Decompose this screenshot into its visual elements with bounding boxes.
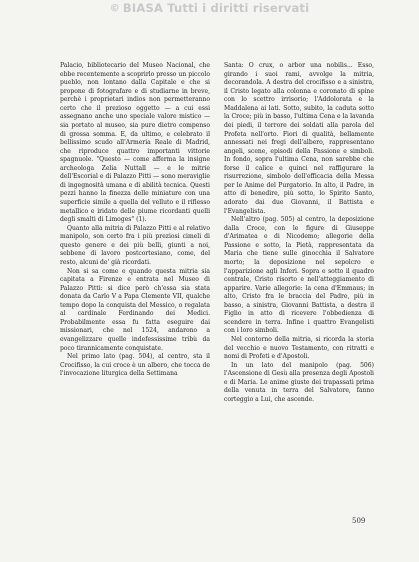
paragraph: Quanto alla mitria di Palazzo Pitti e al relativo manipolo, son certo fra i più preziosi cimeli di questo genere e dei più belli, giunti a noi, sebbene di lavoro postcortesiano, come, del resto, alcuni de' già ricordati. xyxy=(60,224,210,266)
copyright-icon: © xyxy=(109,2,120,14)
paragraph: Palacio, bibliotecario del Museo Nacional, che ebbe recentemente a scoprirlo presso un piccolo pueblo, non lontano dalla Capitale e che si propone di fotografare e di studiarne in breve, perchè i proprietari indios non permetteranno certo che il prezioso oggetto — a cui essi assegnano anche uno speciale valore mistico — sia portato al museo, sia pure dietro compenso di grossa somma. E, da ultimo, e celebrato il bellissimo scudo all'Armeria Reale di Madrid, che riproduce quattro importanti vittorie spagnuole. "Questo — come afferma la insigne archeologa Zelia Nuttall — e le mitrie dell'Escorial e di Palazzo Pitti — sono meraviglie di ingegnosità umana e di abilità tecnica. Questi pezzi hanno la finezza delle miniature con una superficie simile a quella del velluto e il riflesso metallico e iridato delle piume ricordanti quelli degli smalti di Limoges" (1). xyxy=(60,62,210,224)
page-number: 509 xyxy=(352,517,366,525)
left-text-column xyxy=(60,62,210,502)
paragraph: Non si sa come e quando questa mitria sia capitata a Firenze e entrata nel Museo di Palazzo Pitti: si dice però ch'essa sia stata donata da Carlo V a Papa Clemente VII, qualche tempo dopo la conquista del Messico, o regalata al cardinale Ferdinando dei Medici. Probabilmente essa fu fatta eseguire dai missionari, che nel 1524, andarono a evangelizzare quelle indefessissime tribù da poco tirannicamente conquistate. xyxy=(60,267,210,352)
right-text-column xyxy=(224,62,374,502)
paragraph: In un lato del manipolo (pag. 506) l'Ascensione di Gesù alla presenza degli Apostoli e di Maria. Le anime giuste dei trapassati prima della venuta in terra del Salvatore, fanno corteggio a Lui, che ascende. xyxy=(224,361,374,403)
watermark-text: BIASA Tutti i diritti riservati xyxy=(122,1,310,15)
paragraph: Santa: O crux, o arbor una nobilis... Esso, girando i suoi rami, avvolge la mitria, decorandola. A destra del crocifisso e a sinistra, il Cristo legato alla colonna e coronato di spine con lo scettro irrisorio; l'Addolorata e la Maddalena ai lati. Sotto, subito, la caduta sotto la Croce; più in basso, l'ultima Cena e la lavanda dei piedi, il terrore dei soldati alla parola del Profeta nell'orto. Fiori di qualità, bellamente annessati nei fregi dell'albero, rappresentano angeli, scene, episodi della Passione e simboli. In fondo, sopra l'ultima Cena, non sarebbe che forse il calice e quinci nel raffigurare la risurrezione, simbolo dell'efficacia della Messa per le Anime del Purgatorio. In alto, il Padre, in atto di benedire, più sotto, lo Spirito Santo, adorato dai due Giovanni, il Battista e l'Evangelista. xyxy=(224,62,374,215)
copyright-watermark xyxy=(0,0,419,16)
document-page xyxy=(60,62,374,502)
paragraph: Nel primo lato (pag. 504), al centro, sta il Crocifisso, la cui croce è un albero, che tocca de l'invocazione liturgica della Settimana xyxy=(60,353,210,378)
paragraph: Nel contorno della mitria, si ricorda la storia del vecchio e nuovo Testamento, con ritratti e nomi di Profeti e d'Apostoli. xyxy=(224,336,374,361)
paragraph: Nell'altro (pag. 505) al centro, la deposizione dalla Croce, con le figure di Giuseppe d'Arimatea e di Nicodemo; allegorie della Passione e sotto, la Pietà, rappresentata da Maria che tiene sulle ginocchia il Salvatore morto; la deposizione nel sepolcro e l'apparizione agli Inferi. Sopra e sotto il quadro centrale, Cristo risorto e nell'atteggiamento di apparire. Varie allegorie: la cena d'Emmaus; in alto, Cristo fra le braccia del Padre, più in basso, a sinistra, Giovanni Battista, a destra il Figlio in atto di ricevere l'obbedienza di scendere in terra. Infine i quattro Evangelisti con i loro simboli. xyxy=(224,216,374,335)
